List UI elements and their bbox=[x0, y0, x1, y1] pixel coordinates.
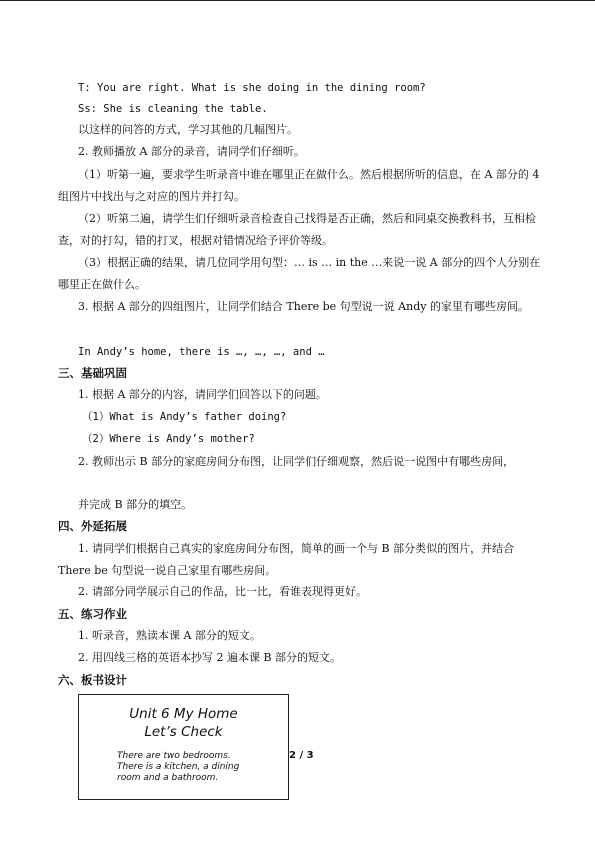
instruction-text: 以这样的问答的方式，学习其他的几幅图片。 bbox=[78, 123, 298, 136]
page-number: 2 / 3 bbox=[289, 750, 314, 761]
section-3-heading: 三、基础巩固 bbox=[58, 366, 127, 380]
section-5-item-2: 2. 用四线三格的英语本抄写 2 遍本课 B 部分的短文。 bbox=[78, 651, 342, 664]
listen-first-paragraph: （1）听第一遍，要求学生听录音中谁在哪里正在做什么。然后根据所听的信息，在 A 部分的 4 组图片中找出与之对应的图片并打勾。 bbox=[58, 168, 540, 203]
section-3-item-2: 2. 教师出示 B 部分的家庭房间分布图，让同学们仔细观察，然后说一说图中有哪些房间， bbox=[78, 455, 515, 468]
listen-second-paragraph: （2）听第二遍，请学生们仔细听录音检查自己找得是否正确，然后和同桌交换教科书，互相检查，对的打勾，错的打叉，根据对错情况给予评价等级。 bbox=[58, 212, 536, 247]
dialogue-line-students: Ss: She is cleaning the table. bbox=[78, 103, 268, 115]
section-3-item-1: 1. 根据 A 部分的内容，请同学们回答以下的问题。 bbox=[78, 388, 327, 401]
board-note-line-1: There are two bedrooms. bbox=[117, 751, 231, 761]
section-6-heading: 六、板书设计 bbox=[58, 673, 127, 687]
section-5-heading: 五、练习作业 bbox=[58, 607, 127, 621]
section-4-heading: 四、外延拓展 bbox=[58, 519, 127, 533]
section-5-item-1: 1. 听录音，熟读本课 A 部分的短文。 bbox=[78, 629, 261, 642]
dialogue-line-teacher: T: You are right. What is she doing in the dining room? bbox=[78, 82, 426, 94]
sentence-pattern: In Andy’s home, there is …, …, …, and … bbox=[78, 346, 325, 358]
board-notes bbox=[117, 751, 239, 784]
question-2: （2）Where is Andy’s mother? bbox=[82, 433, 255, 445]
step-2-text: 2. 教师播放 A 部分的录音，请同学们仔细听。 bbox=[78, 145, 305, 158]
check-result-paragraph: （3）根据正确的结果，请几位同学用句型：… is … in the …来说一说 A 部分的四个人分别在哪里正在做什么。 bbox=[58, 256, 541, 291]
blackboard-design-box bbox=[78, 694, 289, 800]
section-4-item-1: 1. 请同学们根据自己真实的家庭房间分布图，简单的画一个与 B 部分类似的图片，并结合 There be 句型说一说自己家里有哪些房间。 bbox=[58, 542, 515, 577]
board-title-unit: Unit 6 My Home bbox=[129, 706, 238, 722]
board-note-line-3: room and a bathroom. bbox=[117, 773, 219, 783]
question-1: （1）What is Andy’s father doing? bbox=[82, 411, 287, 423]
header-rule bbox=[0, 0, 595, 1]
section-4-item-2: 2. 请部分同学展示自己的作品，比一比，看谁表现得更好。 bbox=[78, 585, 367, 598]
section-3-item-2-continued: 并完成 B 部分的填空。 bbox=[78, 498, 193, 511]
board-title-lesson: Let’s Check bbox=[144, 724, 223, 740]
step-3-paragraph: 3. 根据 A 部分的四组图片，让同学们结合 There be 句型说一说 Andy 的家里有哪些房间。 bbox=[78, 300, 529, 313]
board-note-line-2: There is a kitchen, a dining bbox=[117, 762, 240, 772]
